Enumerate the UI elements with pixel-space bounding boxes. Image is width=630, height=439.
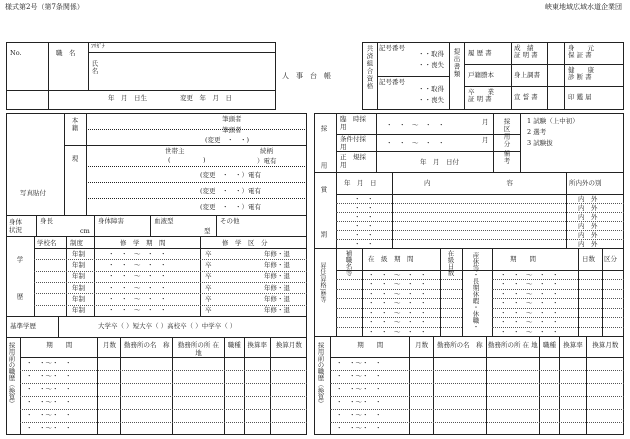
prev-career-label-left: 採用前の職歴（換算） — [7, 342, 16, 407]
kyosai-acquire2[interactable]: ・・取得 — [418, 85, 444, 93]
address-label: 現 — [70, 155, 79, 170]
prev-col-header: 職種 — [227, 341, 241, 349]
rewards-label: 賞 罰 — [319, 186, 328, 254]
promo-col-period: 在 級 期 間 — [368, 255, 414, 263]
prev-col-header: 勤務所の所 在 地 — [487, 341, 538, 349]
form-number: 様式第2号（第7条関係） — [5, 3, 84, 11]
promo-col-kubun: 区分 — [604, 255, 617, 263]
prev-row-period[interactable]: ・ ・〜・ ・ — [336, 424, 382, 432]
edu-row-kubun[interactable]: 年修・退 — [264, 294, 290, 303]
promo-col-leave-days: 日数 — [582, 255, 595, 263]
promo-leave-period[interactable]: ・ ・ 〜 ・ ・ — [500, 289, 559, 298]
edu-row-graduate[interactable]: 卒 — [205, 260, 212, 269]
hire-conditional-label: 条件付採 用 — [340, 135, 373, 151]
no-label: No. — [10, 49, 22, 57]
kyosai-lose2[interactable]: ・・喪失 — [418, 96, 444, 104]
promo-row-period[interactable]: ・ ・ 〜 ・ ・ — [368, 271, 427, 279]
promo-leave-period[interactable]: ・ ・ 〜 ・ ・ — [500, 318, 559, 327]
doc-health: 健 康 診 断 書 — [568, 66, 594, 81]
edu-row-kubun[interactable]: 年修・退 — [264, 260, 290, 269]
prev-col-header: 期 間 — [357, 341, 384, 349]
prev-row-period[interactable]: ・ ・〜・ ・ — [26, 385, 72, 393]
prev-col-header: 勤務所の名 称 — [124, 341, 170, 349]
blood-type-unit: 型 — [204, 227, 211, 235]
hire-cond-month: 月 — [482, 136, 489, 144]
prev-col-divider — [586, 337, 587, 435]
edu-row-system[interactable]: 年制 — [72, 272, 85, 281]
photo-placeholder: 写真貼付 — [20, 189, 46, 197]
edu-row-graduate[interactable]: 卒 — [205, 306, 212, 315]
birth-date-field[interactable]: 年 月 日生 — [108, 94, 147, 102]
edu-row-system[interactable]: 年制 — [72, 249, 85, 258]
prev-row-divider — [330, 409, 624, 410]
hire-option-3[interactable]: 3 試験拔 — [527, 139, 553, 147]
reward-row-date[interactable]: ・ ・ — [354, 222, 374, 230]
standard-education-label: 基準学歴 — [10, 322, 36, 330]
prev-col-divider — [172, 337, 173, 435]
edu-row-period[interactable]: ・ ・ 〜 ・ ・ — [108, 260, 167, 269]
promo-leave-period[interactable]: ・ ・ 〜 ・ ・ — [500, 299, 559, 308]
height-label: 身長 — [40, 217, 53, 225]
prev-row-divider — [20, 370, 307, 371]
docs-label: 提出書類 — [452, 48, 461, 78]
kyosai-lose1[interactable]: ・・喪失 — [418, 61, 444, 69]
kyosai-record2-label: 記号番号 — [379, 78, 405, 86]
prev-col-divider — [224, 337, 225, 435]
doc-guarantee: 身 元 保 証 書 — [568, 44, 594, 59]
body-status-label: 身体 状況 — [9, 218, 22, 235]
edu-row-kubun[interactable]: 年修・退 — [264, 272, 290, 281]
prev-col-divider — [409, 337, 410, 435]
kyosai-record1-label: 記号番号 — [379, 44, 405, 52]
edu-col-school: 学校名 — [37, 239, 57, 247]
prev-col-divider — [433, 337, 434, 435]
edu-row-system[interactable]: 年制 — [72, 283, 85, 292]
blood-type-label: 血液型 — [154, 217, 174, 225]
prev-row-divider — [20, 383, 307, 384]
prev-row-period[interactable]: ・ ・〜・ ・ — [336, 359, 382, 367]
address-change-3[interactable]: (変更 ・ ・）電有 — [200, 203, 262, 211]
hire-regular-label: 正 規採 用 — [340, 153, 373, 169]
reward-row-date[interactable]: ・ ・ — [354, 240, 374, 248]
reward-row-inout[interactable]: 内 外 — [578, 231, 598, 239]
relationship-label: 続柄 — [260, 147, 273, 155]
prev-row-period[interactable]: ・ ・〜・ ・ — [26, 424, 72, 432]
promo-leave-period[interactable]: ・ ・ 〜 ・ ・ — [500, 308, 559, 317]
organization-name: 峡東地域広域水道企業団 — [545, 3, 622, 11]
doc-grades: 成 績 証 明 書 — [514, 44, 538, 59]
doc-personal: 身上調書 — [514, 71, 540, 79]
prev-col-divider — [120, 337, 121, 435]
edu-row-system[interactable]: 年制 — [72, 260, 85, 269]
head-of-family-2: 筆頭者 — [222, 126, 242, 134]
edu-row-kubun[interactable]: 年修・退 — [264, 283, 290, 292]
prev-col-divider — [270, 337, 271, 435]
doc-graduation: 卒 業 証 明 書 — [468, 88, 494, 103]
edu-row-system[interactable]: 年制 — [72, 294, 85, 303]
reward-row-inout[interactable]: 内 外 — [578, 222, 598, 230]
promo-row-period[interactable]: ・ ・ 〜 ・ ・ — [368, 308, 427, 317]
job-title-label: 職 名 — [56, 49, 76, 57]
hire-temp-month: 月 — [482, 118, 489, 126]
promotion-label: 昇任(昇格)歴等 — [319, 262, 326, 303]
promo-leave-period[interactable]: ・ ・ 〜 ・ ・ — [500, 327, 559, 336]
prev-career-label-right: 採用前の職歴（換算） — [316, 342, 325, 407]
householder-label: 世帯主 — [165, 147, 185, 155]
reward-row-inout[interactable]: 内 外 — [578, 195, 598, 203]
hire-temp-period[interactable]: ・ ・ 〜 ・ ・ — [386, 121, 445, 129]
hire-temp-label: 臨 時採 用 — [340, 115, 373, 131]
hire-regular-date[interactable]: 年 月 日付 — [420, 158, 459, 166]
householder-name[interactable]: ( ) — [168, 156, 206, 164]
tel-1[interactable]: ）電有 — [257, 157, 277, 165]
prev-row-divider — [330, 422, 624, 423]
edu-row-graduate[interactable]: 卒 — [205, 294, 212, 303]
edu-row-period[interactable]: ・ ・ 〜 ・ ・ — [108, 272, 167, 281]
promo-col-leave-period: 期 間 — [510, 255, 536, 263]
edu-row-divider — [34, 282, 307, 283]
name-label: 氏名 — [90, 60, 99, 75]
reward-row-inout[interactable]: 内 外 — [578, 240, 598, 248]
doc-seal: 印 鑑 届 — [568, 93, 592, 101]
promo-leave-period[interactable]: ・ ・ 〜 ・ ・ — [500, 271, 559, 279]
edu-row-graduate[interactable]: 卒 — [205, 283, 212, 292]
other-label: その他 — [220, 217, 240, 225]
standard-education-options[interactable]: 大学卒（ ）短大卒（ ）高校卒（ ）中学卒（ ） — [98, 322, 237, 330]
prev-row-divider — [20, 409, 307, 410]
prev-col-header: 換算月数 — [592, 341, 619, 349]
reward-row-date[interactable]: ・ ・ — [354, 204, 374, 212]
prev-col-divider — [539, 337, 540, 435]
promo-col-days: 在級日数 — [446, 250, 455, 276]
doc-resume: 履 歴 書 — [468, 49, 492, 57]
promo-leave-period[interactable]: ・ ・ 〜 ・ ・ — [500, 280, 559, 289]
head-of-family: 筆頭者 — [222, 115, 242, 123]
prev-row-period[interactable]: ・ ・〜・ ・ — [26, 398, 72, 406]
reward-row-date[interactable]: ・ ・ — [354, 213, 374, 221]
prev-row-period[interactable]: ・ ・〜・ ・ — [26, 359, 72, 367]
prev-col-header: 勤務所の名 称 — [437, 341, 483, 349]
edu-col-system: 制度 — [70, 239, 83, 247]
prev-col-divider — [244, 337, 245, 435]
prev-row-divider — [20, 396, 307, 397]
prev-col-header: 換算月数 — [275, 341, 302, 349]
promo-row-period[interactable]: ・ ・ 〜 ・ ・ — [368, 280, 427, 289]
prev-row-divider — [330, 396, 624, 397]
prev-col-header: 月数 — [415, 341, 429, 349]
edu-row-period[interactable]: ・ ・ 〜 ・ ・ — [108, 249, 167, 258]
address-change-1[interactable]: (変更 ・ ・）電有 — [200, 171, 262, 179]
edu-row-kubun[interactable]: 年修・退 — [264, 306, 290, 315]
reward-row-date[interactable]: ・ ・ — [354, 195, 374, 203]
prev-row-period[interactable]: ・ ・〜・ ・ — [336, 385, 382, 393]
edu-row-system[interactable]: 年制 — [72, 306, 85, 315]
hire-cond-period[interactable]: ・ ・ 〜 ・ ・ — [386, 139, 445, 147]
prev-col-header: 期 間 — [46, 341, 73, 349]
hire-option-1[interactable]: 1 試験（上中初） — [527, 117, 579, 125]
prev-row-period[interactable]: ・ ・〜・ ・ — [336, 372, 382, 380]
hire-label: 採 用 — [319, 125, 328, 181]
reward-row-date[interactable]: ・ ・ — [354, 231, 374, 239]
prev-col-header: 職種 — [543, 341, 557, 349]
edu-row-kubun[interactable]: 年修・退 — [264, 249, 290, 258]
prev-row-period[interactable]: ・ ・〜・ ・ — [336, 398, 382, 406]
ledger-title: 人 事 台 帳 — [282, 72, 331, 80]
hire-kubun-label: 採区用分 — [502, 118, 511, 148]
education-label: 学 歴 — [15, 256, 24, 312]
prev-row-period[interactable]: ・ ・〜・ ・ — [26, 372, 72, 380]
edu-row-graduate[interactable]: 卒 — [205, 272, 212, 281]
prev-col-header: 月数 — [102, 341, 116, 349]
prev-col-divider — [486, 337, 487, 435]
promo-row-period[interactable]: ・ ・ 〜 ・ ・ — [368, 327, 427, 336]
promo-col-leave: 産休等・長期休暇・休職・ — [471, 252, 480, 330]
doc-family-register: 戸籍謄本 — [468, 71, 494, 79]
honseki-change[interactable]: (変更 ・ ・) — [205, 136, 250, 144]
edu-row-period[interactable]: ・ ・ 〜 ・ ・ — [108, 294, 167, 303]
doc-oath: 宣 誓 書 — [514, 93, 538, 101]
edu-col-period: 修 学 期 間 — [120, 239, 166, 247]
disability-label: 身体障害 — [98, 217, 124, 225]
honseki-label: 本籍 — [70, 117, 79, 132]
promo-row-period[interactable]: ・ ・ 〜 ・ ・ — [368, 289, 427, 298]
kyosai-label: 共済組合資格 — [365, 45, 374, 90]
edu-row-period[interactable]: ・ ・ 〜 ・ ・ — [108, 283, 167, 292]
hire-note-label: 備考 — [502, 150, 511, 165]
furigana-label: ﾌﾘｶﾞﾅ — [91, 44, 105, 50]
rewards-col-inout: 所内外の別 — [569, 179, 602, 187]
height-unit: cm — [80, 227, 90, 235]
promo-col-post: 補職名等 — [344, 250, 353, 276]
prev-col-divider — [559, 337, 560, 435]
rewards-col-date: 年 月 日 — [344, 179, 377, 187]
prev-row-divider — [330, 383, 624, 384]
edu-row-graduate[interactable]: 卒 — [205, 249, 212, 258]
kyosai-acquire1[interactable]: ・・取得 — [418, 50, 444, 58]
hire-option-2[interactable]: 2 選考 — [527, 128, 547, 136]
edu-col-kubun: 修 学 区 分 — [222, 239, 268, 247]
promo-row-period[interactable]: ・ ・ 〜 ・ ・ — [368, 318, 427, 327]
edu-row-period[interactable]: ・ ・ 〜 ・ ・ — [108, 306, 167, 315]
reward-row-inout[interactable]: 内 外 — [578, 213, 598, 221]
prev-row-divider — [330, 370, 624, 371]
change-date-field[interactable]: 変更 年 月 日 — [180, 94, 232, 102]
rewards-col-content: 内 容 — [424, 179, 523, 187]
prev-row-period[interactable]: ・ ・〜・ ・ — [336, 411, 382, 419]
promo-row-period[interactable]: ・ ・ 〜 ・ ・ — [368, 299, 427, 308]
reward-row-inout[interactable]: 内 外 — [578, 204, 598, 212]
prev-row-period[interactable]: ・ ・〜・ ・ — [26, 411, 72, 419]
prev-col-divider — [97, 337, 98, 435]
address-change-2[interactable]: (変更 ・ ・）電有 — [200, 187, 262, 195]
prev-col-header: 換算率 — [247, 341, 268, 349]
prev-row-divider — [20, 422, 307, 423]
prev-col-header: 勤務所の所 在 地 — [177, 341, 219, 358]
prev-col-header: 換算率 — [563, 341, 583, 349]
